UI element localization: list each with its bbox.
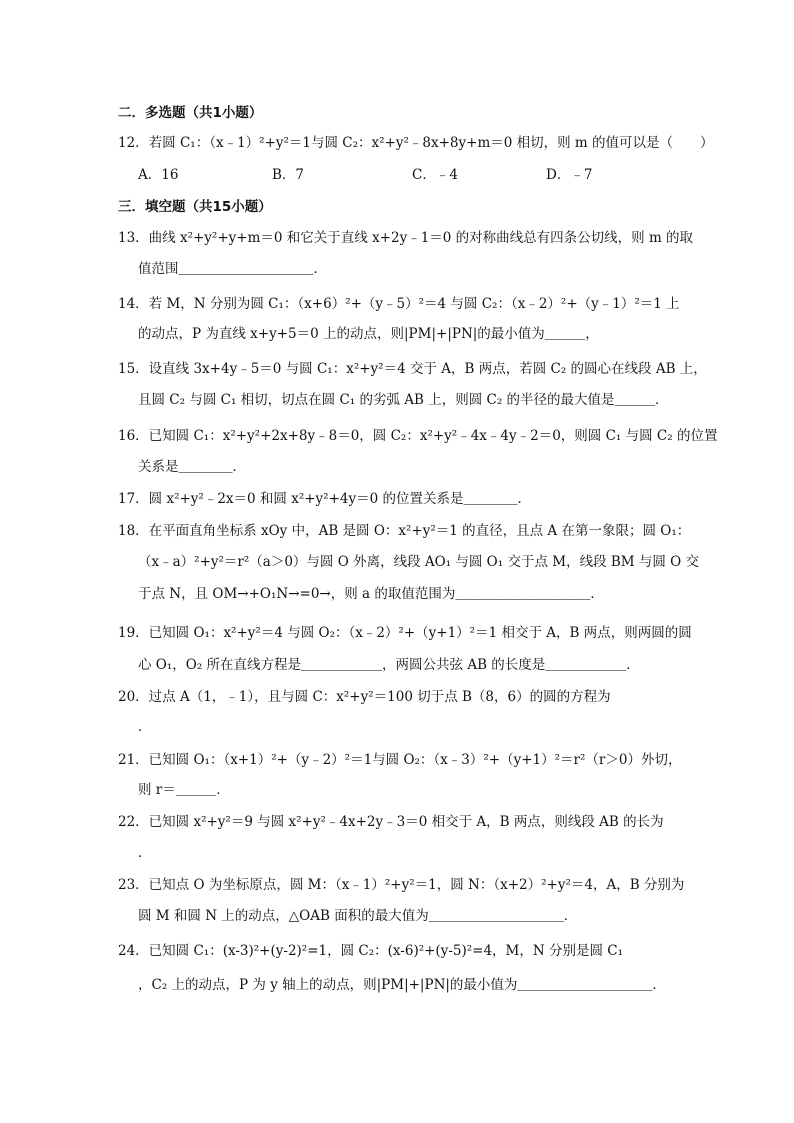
question-13-line-2: 值范围＿＿＿＿＿＿＿＿＿＿． — [138, 261, 327, 277]
question-18-line-2: （x﹣a）²+y²＝r²（a＞0）与圆 O 外离，线段 AO₁ 与圆 O₁ 交于点 M，线段 BM 与圆 O 交 — [138, 554, 700, 570]
question-16-line-2: 关系是＿＿＿＿． — [138, 459, 246, 475]
question-23-line-1: 23．已知点 O 为坐标原点，圆 M：（x﹣1）²+y²＝1，圆 N：（x+2）²+y²＝4，A，B 分别为 — [118, 877, 685, 893]
q12-option-a: A．16 — [138, 167, 179, 183]
question-18-line-3: 于点 N，且 OM→+O₁N→=0→，则 a 的取值范围为＿＿＿＿＿＿＿＿＿＿． — [138, 586, 604, 602]
question-21-line-1: 21．已知圆 O₁：（x+1）²+（y﹣2）²＝1与圆 O₂：（x﹣3）²+（y+1）²＝r²（r＞0）外切， — [118, 752, 682, 768]
question-24-line-2: ，C₂ 上的动点，P 为 y 轴上的动点，则|PM|+|PN|的最小值为＿＿＿＿＿＿＿＿＿＿． — [138, 977, 666, 993]
section-heading-multi-choice: 二．多选题（共1小题） — [118, 105, 263, 121]
question-14-line-1: 14．若 M，N 分别为圆 C₁：（x+6）²+（y﹣5）²＝4 与圆 C₂：（x﹣2）²+（y﹣1）²＝1 上 — [118, 296, 680, 312]
question-21-line-2: 则 r＝＿＿＿． — [138, 782, 230, 798]
question-19-line-2: 心 O₁，O₂ 所在直线方程是＿＿＿＿＿＿，两圆公共弦 AB 的长度是＿＿＿＿＿＿． — [138, 657, 640, 673]
question-17-line-1: 17．圆 x²+y²﹣2x＝0 和圆 x²+y²+4y＝0 的位置关系是＿＿＿＿． — [118, 491, 532, 507]
question-16-line-1: 16．已知圆 C₁：x²+y²+2x+8y﹣8＝0，圆 C₂：x²+y²﹣4x﹣4y﹣2＝0，则圆 C₁ 与圆 C₂ 的位置 — [118, 428, 718, 444]
question-24-line-1: 24．已知圆 C₁：(x-3)²+(y-2)²=1，圆 C₂：(x-6)²+(y-5)²=4，M，N 分别是圆 C₁ — [118, 943, 624, 959]
question-15-line-1: 15．设直线 3x+4y﹣5＝0 与圆 C₁：x²+y²＝4 交于 A，B 两点，若圆 C₂ 的圆心在线段 AB 上， — [118, 361, 707, 377]
question-19-line-1: 19．已知圆 O₁：x²+y²＝4 与圆 O₂：（x﹣2）²+（y+1）²＝1 相交于 A，B 两点，则两圆的圆 — [118, 625, 692, 641]
question-22-line-1: 22．已知圆 x²+y²＝9 与圆 x²+y²﹣4x+2y﹣3＝0 相交于 A，B 两点，则线段 AB 的长为 — [118, 814, 664, 830]
question-15-line-2: 且圆 C₂ 与圆 C₁ 相切，切点在圆 C₁ 的劣弧 AB 上，则圆 C₂ 的半径的最大值是＿＿＿． — [138, 392, 669, 408]
q12-option-c: C．﹣4 — [412, 167, 458, 183]
question-22-line-2: ． — [138, 845, 152, 861]
question-12-stem: 12．若圆 C₁：（x﹣1）²+y²＝1与圆 C₂：x²+y²﹣8x+8y+m＝0 相切，则 m 的值可以是（ ） — [118, 135, 714, 151]
question-23-line-2: 圆 M 和圆 N 上的动点，△OAB 面积的最大值为＿＿＿＿＿＿＿＿＿＿． — [138, 908, 578, 924]
question-20-line-1: 20．过点 A（1，﹣1），且与圆 C：x²+y²＝100 切于点 B（8，6）的圆的方程为 — [118, 689, 611, 705]
question-13-line-1: 13．曲线 x²+y²+y+m＝0 和它关于直线 x+2y﹣1＝0 的对称曲线总有四条公切线，则 m 的取 — [118, 230, 694, 246]
q12-option-d: D．﹣7 — [546, 167, 593, 183]
question-18-line-1: 18．在平面直角坐标系 xOy 中，AB 是圆 O：x²+y²＝1 的直径，且点 A 在第一象限；圆 O₁： — [118, 523, 691, 539]
question-14-line-2: 的动点，P 为直线 x+y+5＝0 上的动点，则|PM|+|PN|的最小值为＿＿＿， — [138, 326, 599, 342]
section-heading-fill-blank: 三．填空题（共15小题） — [118, 199, 272, 215]
question-20-line-2: ． — [138, 719, 152, 735]
q12-option-b: B．7 — [272, 167, 305, 183]
